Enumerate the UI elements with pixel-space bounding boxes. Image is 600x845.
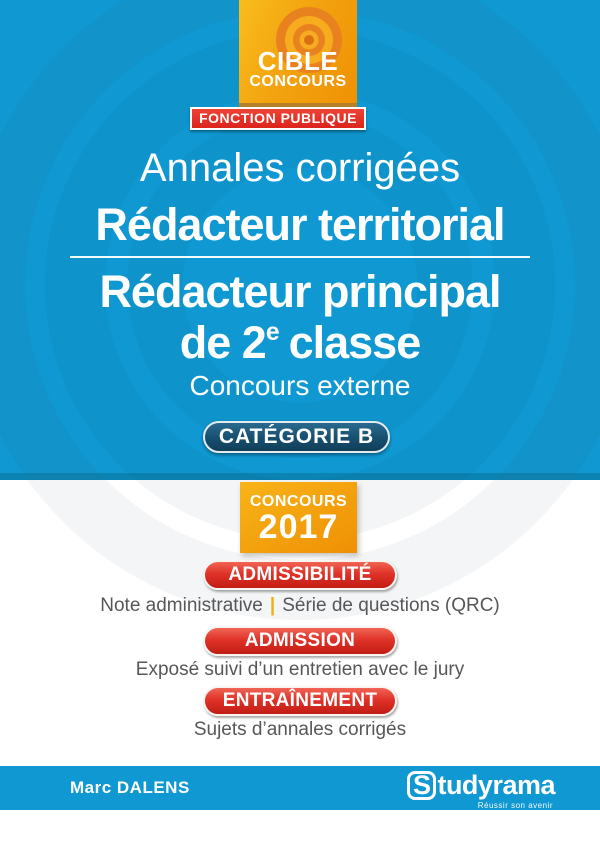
admissibilite-description [0, 595, 600, 617]
publisher-rest: tudyrama [437, 770, 555, 800]
logo-text-concours: CONCOURS [249, 73, 347, 90]
studyrama-logo [407, 771, 555, 810]
description-separator: | [269, 595, 276, 616]
admissibilite-desc-right: Série de questions (QRC) [282, 595, 500, 616]
entrainement-description: Sujets d’annales corrigés [193, 719, 407, 740]
logo-text-cible: CIBLE [257, 46, 339, 76]
edition-year-box [240, 482, 357, 553]
badge-admissibilite: ADMISSIBILITÉ [203, 560, 397, 590]
category-badge: CATÉGORIE B [203, 421, 390, 453]
badge-entrainement: ENTRAÎNEMENT [203, 686, 397, 716]
admissibilite-desc-left: Note administrative [100, 595, 263, 616]
publisher-initial: S [407, 771, 437, 800]
hero-bottom-shade [0, 473, 600, 480]
footer-bar [0, 766, 600, 810]
title-divider [70, 256, 530, 258]
title-kicker: Annales corrigées [139, 146, 461, 190]
cible-concours-logo [239, 0, 357, 103]
title-line-3-rest: classe [288, 317, 421, 368]
badge-admission: ADMISSION [203, 626, 397, 656]
author-name: Marc DALENS [70, 778, 190, 797]
exam-type: Concours externe [189, 370, 411, 401]
admission-description: Exposé suivi d’un entretien avec le jury [135, 659, 465, 680]
title-line-3 [0, 317, 600, 369]
publisher-tagline: Réussir son avenir [477, 801, 553, 810]
fonction-publique-banner: FONCTION PUBLIQUE [190, 107, 366, 130]
title-line-3-base: de 2 [179, 317, 266, 368]
edition-label: CONCOURS [249, 493, 348, 510]
edition-year: 2017 [258, 508, 339, 546]
publisher-wordmark [407, 771, 555, 800]
title-line-2: Rédacteur principal [99, 266, 501, 317]
title-line-3-superscript: e [265, 319, 279, 346]
title-line-1: Rédacteur territorial [95, 199, 505, 250]
